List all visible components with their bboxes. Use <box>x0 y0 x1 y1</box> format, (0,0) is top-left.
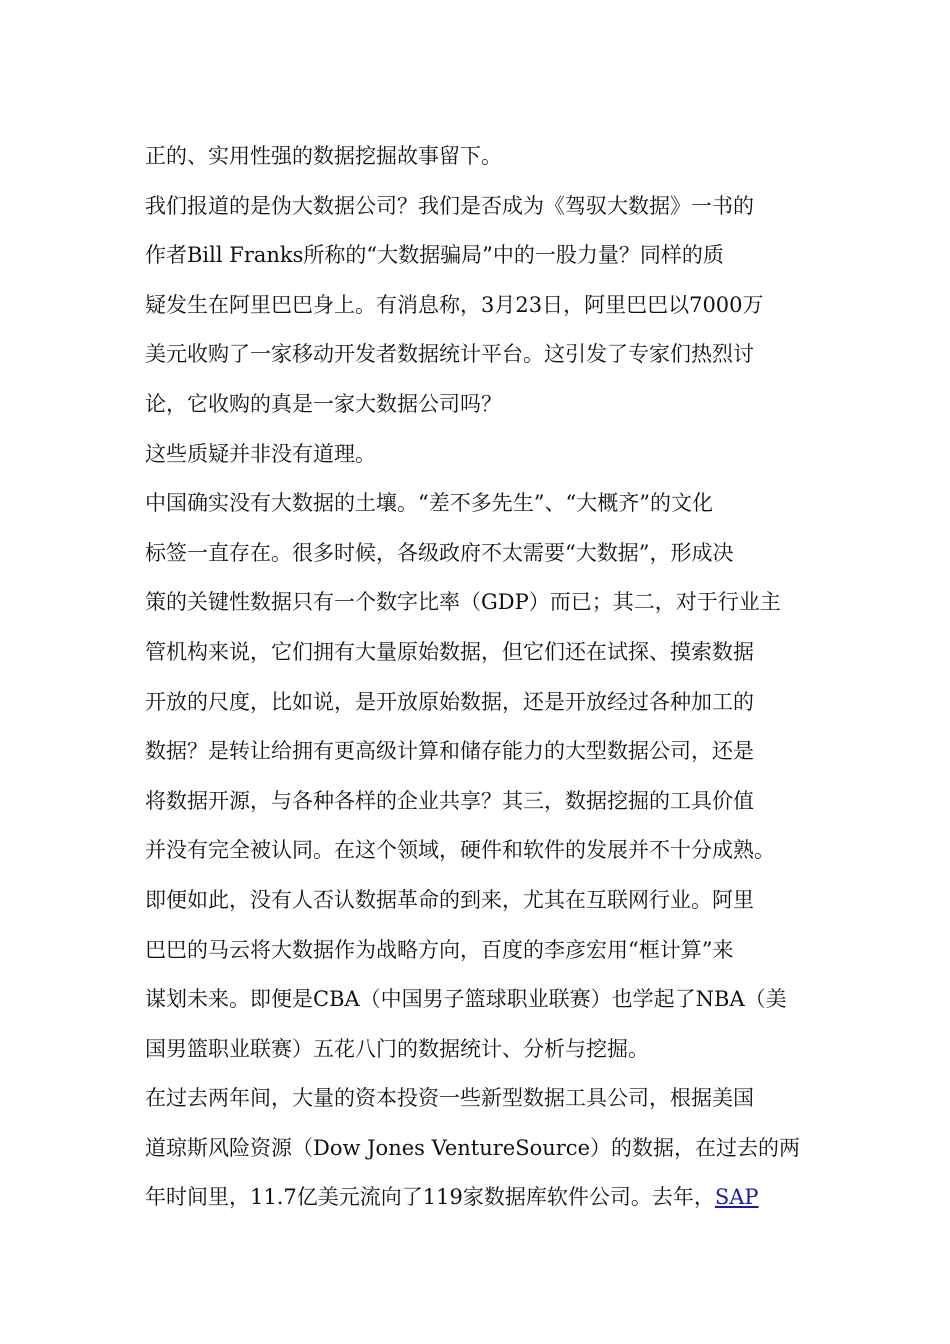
paragraph <box>145 430 825 480</box>
text-line: 谋划未来。即便是CBA（中国男子篮球职业联赛）也学起了NBA（美 <box>145 987 787 1012</box>
paragraph <box>145 479 825 876</box>
text-line: 国男篮职业联赛）五花八门的数据统计、分析与挖掘。 <box>145 1036 649 1061</box>
text-line: 美元收购了一家移动开发者数据统计平台。这引发了专家们热烈讨 <box>145 342 754 367</box>
text-line: 我们报道的是伪大数据公司？我们是否成为《驾驭大数据》一书的 <box>145 193 754 218</box>
text-line: 这些质疑并非没有道理。 <box>145 441 376 466</box>
text-line: 将数据开源，与各种各样的企业共享？其三，数据挖掘的工具价值 <box>145 788 754 813</box>
text-line: 在过去两年间，大量的资本投资一些新型数据工具公司，根据美国 <box>145 1086 754 1111</box>
text-line: 年时间里，11.7亿美元流向了119家数据库软件公司。去年， <box>145 1185 715 1210</box>
text-line: 论，它收购的真是一家大数据公司吗？ <box>145 391 502 416</box>
text-line: 策的关键性数据只有一个数字比率（GDP）而已；其二，对于行业主 <box>145 590 781 615</box>
text-line: 管机构来说，它们拥有大量原始数据，但它们还在试探、摸索数据 <box>145 639 754 664</box>
text-line: 道琼斯风险资源（Dow Jones VentureSource）的数据，在过去的两 <box>145 1135 800 1160</box>
text-line: 作者Bill Franks所称的“大数据骗局”中的一股力量？同样的质 <box>145 243 724 268</box>
text-line: 标签一直存在。很多时候，各级政府不太需要“大数据”，形成决 <box>145 540 734 565</box>
text-line: 并没有完全被认同。在这个领域，硬件和软件的发展并不十分成熟。 <box>145 838 775 863</box>
sap-link[interactable]: SAP <box>714 1185 759 1210</box>
document-body <box>145 132 825 1223</box>
paragraph <box>145 182 825 430</box>
text-line: 开放的尺度，比如说，是开放原始数据，还是开放经过各种加工的 <box>145 689 754 714</box>
paragraph <box>145 132 825 182</box>
text-line: 中国确实没有大数据的土壤。“差不多先生”、“大概齐”的文化 <box>145 491 713 516</box>
text-line: 疑发生在阿里巴巴身上。有消息称，3月23日，阿里巴巴以7000万 <box>145 292 764 317</box>
text-line: 即便如此，没有人否认数据革命的到来，尤其在互联网行业。阿里 <box>145 887 754 912</box>
paragraph <box>145 1074 825 1223</box>
text-line: 正的、实用性强的数据挖掘故事留下。 <box>145 144 502 168</box>
paragraph <box>145 876 825 1074</box>
text-line: 数据？是转让给拥有更高级计算和储存能力的大型数据公司，还是 <box>145 739 754 764</box>
text-line: 巴巴的马云将大数据作为战略方向，百度的李彦宏用“框计算”来 <box>145 937 734 962</box>
